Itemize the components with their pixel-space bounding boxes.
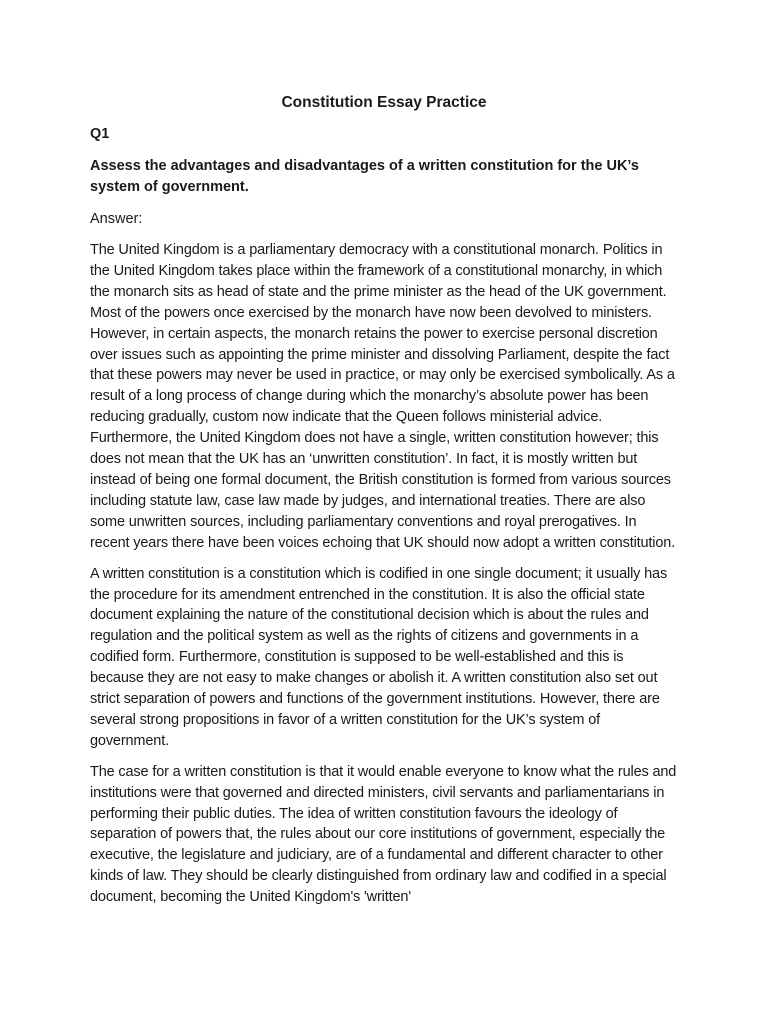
paragraph-1: The United Kingdom is a parliamentary democracy with a constitutional monarch. Politics in the United Kingdom takes place within the framework of a constitutional monarchy, in which the monarch sits as head of state and the prime minister as the head of the UK government. Most of the powers once exercised by the monarch have now been devolved to ministers. However, in certain aspects, the monarch retains the power to exercise personal discretion over issues such as appointing the prime minister and dissolving Parliament, despite the fact that these powers may never be used in practice, or may only be exercised symbolically. As a result of a long process of change during which the monarchy’s absolute power has been reducing gradually, custom now indicate that the Queen follows ministerial advice. Furthermore, the United Kingdom does not have a single, written constitution however; this does not mean that the UK has an ‘unwritten constitution’. In fact, it is mostly written but instead of being one formal document, the British constitution is formed from various sources including statute law, case law made by judges, and international treaties. There are also some unwritten sources, including parliamentary conventions and royal prerogatives. In recent years there have been voices echoing that UK should now adopt a written constitution. bbox=[90, 242, 676, 551]
paragraph-3: The case for a written constitution is that it would enable everyone to know what the rules and institutions were that governed and directed ministers, civil servants and parliamentarians in performing their public duties. The idea of written constitution favours the ideology of separation of powers that, the rules about our core institutions of government, especially the executive, the legislature and judiciary, are of a fundamental and different character to other kinds of law. They should be clearly distinguished from ordinary law and codified in a special document, becoming the United Kingdom's 'written' bbox=[90, 763, 677, 906]
question-number: Q1 bbox=[90, 126, 110, 142]
paragraph-2: A written constitution is a constitution which is codified in one single document; it usually has the procedure for its amendment entrenched in the constitution. It is also the official state document explaining the nature of the constitutional decision which is about the rules and regulation and the political system as well as the rights of citizens and governments in a codified form. Furthermore, constitution is supposed to be well-established and this is because they are not easy to make changes or abolish it. A written constitution also set out strict separation of powers and functions of the government institutions. However, there are several strong propositions in favor of a written constitution for the UK’s system of government. bbox=[90, 565, 668, 749]
document-title: Constitution Essay Practice bbox=[281, 94, 487, 111]
answer-label: Answer: bbox=[90, 211, 143, 227]
question-text: Assess the advantages and disadvantages of a written constitution for the UK’s system of government. bbox=[90, 158, 639, 195]
document-page bbox=[90, 92, 678, 918]
